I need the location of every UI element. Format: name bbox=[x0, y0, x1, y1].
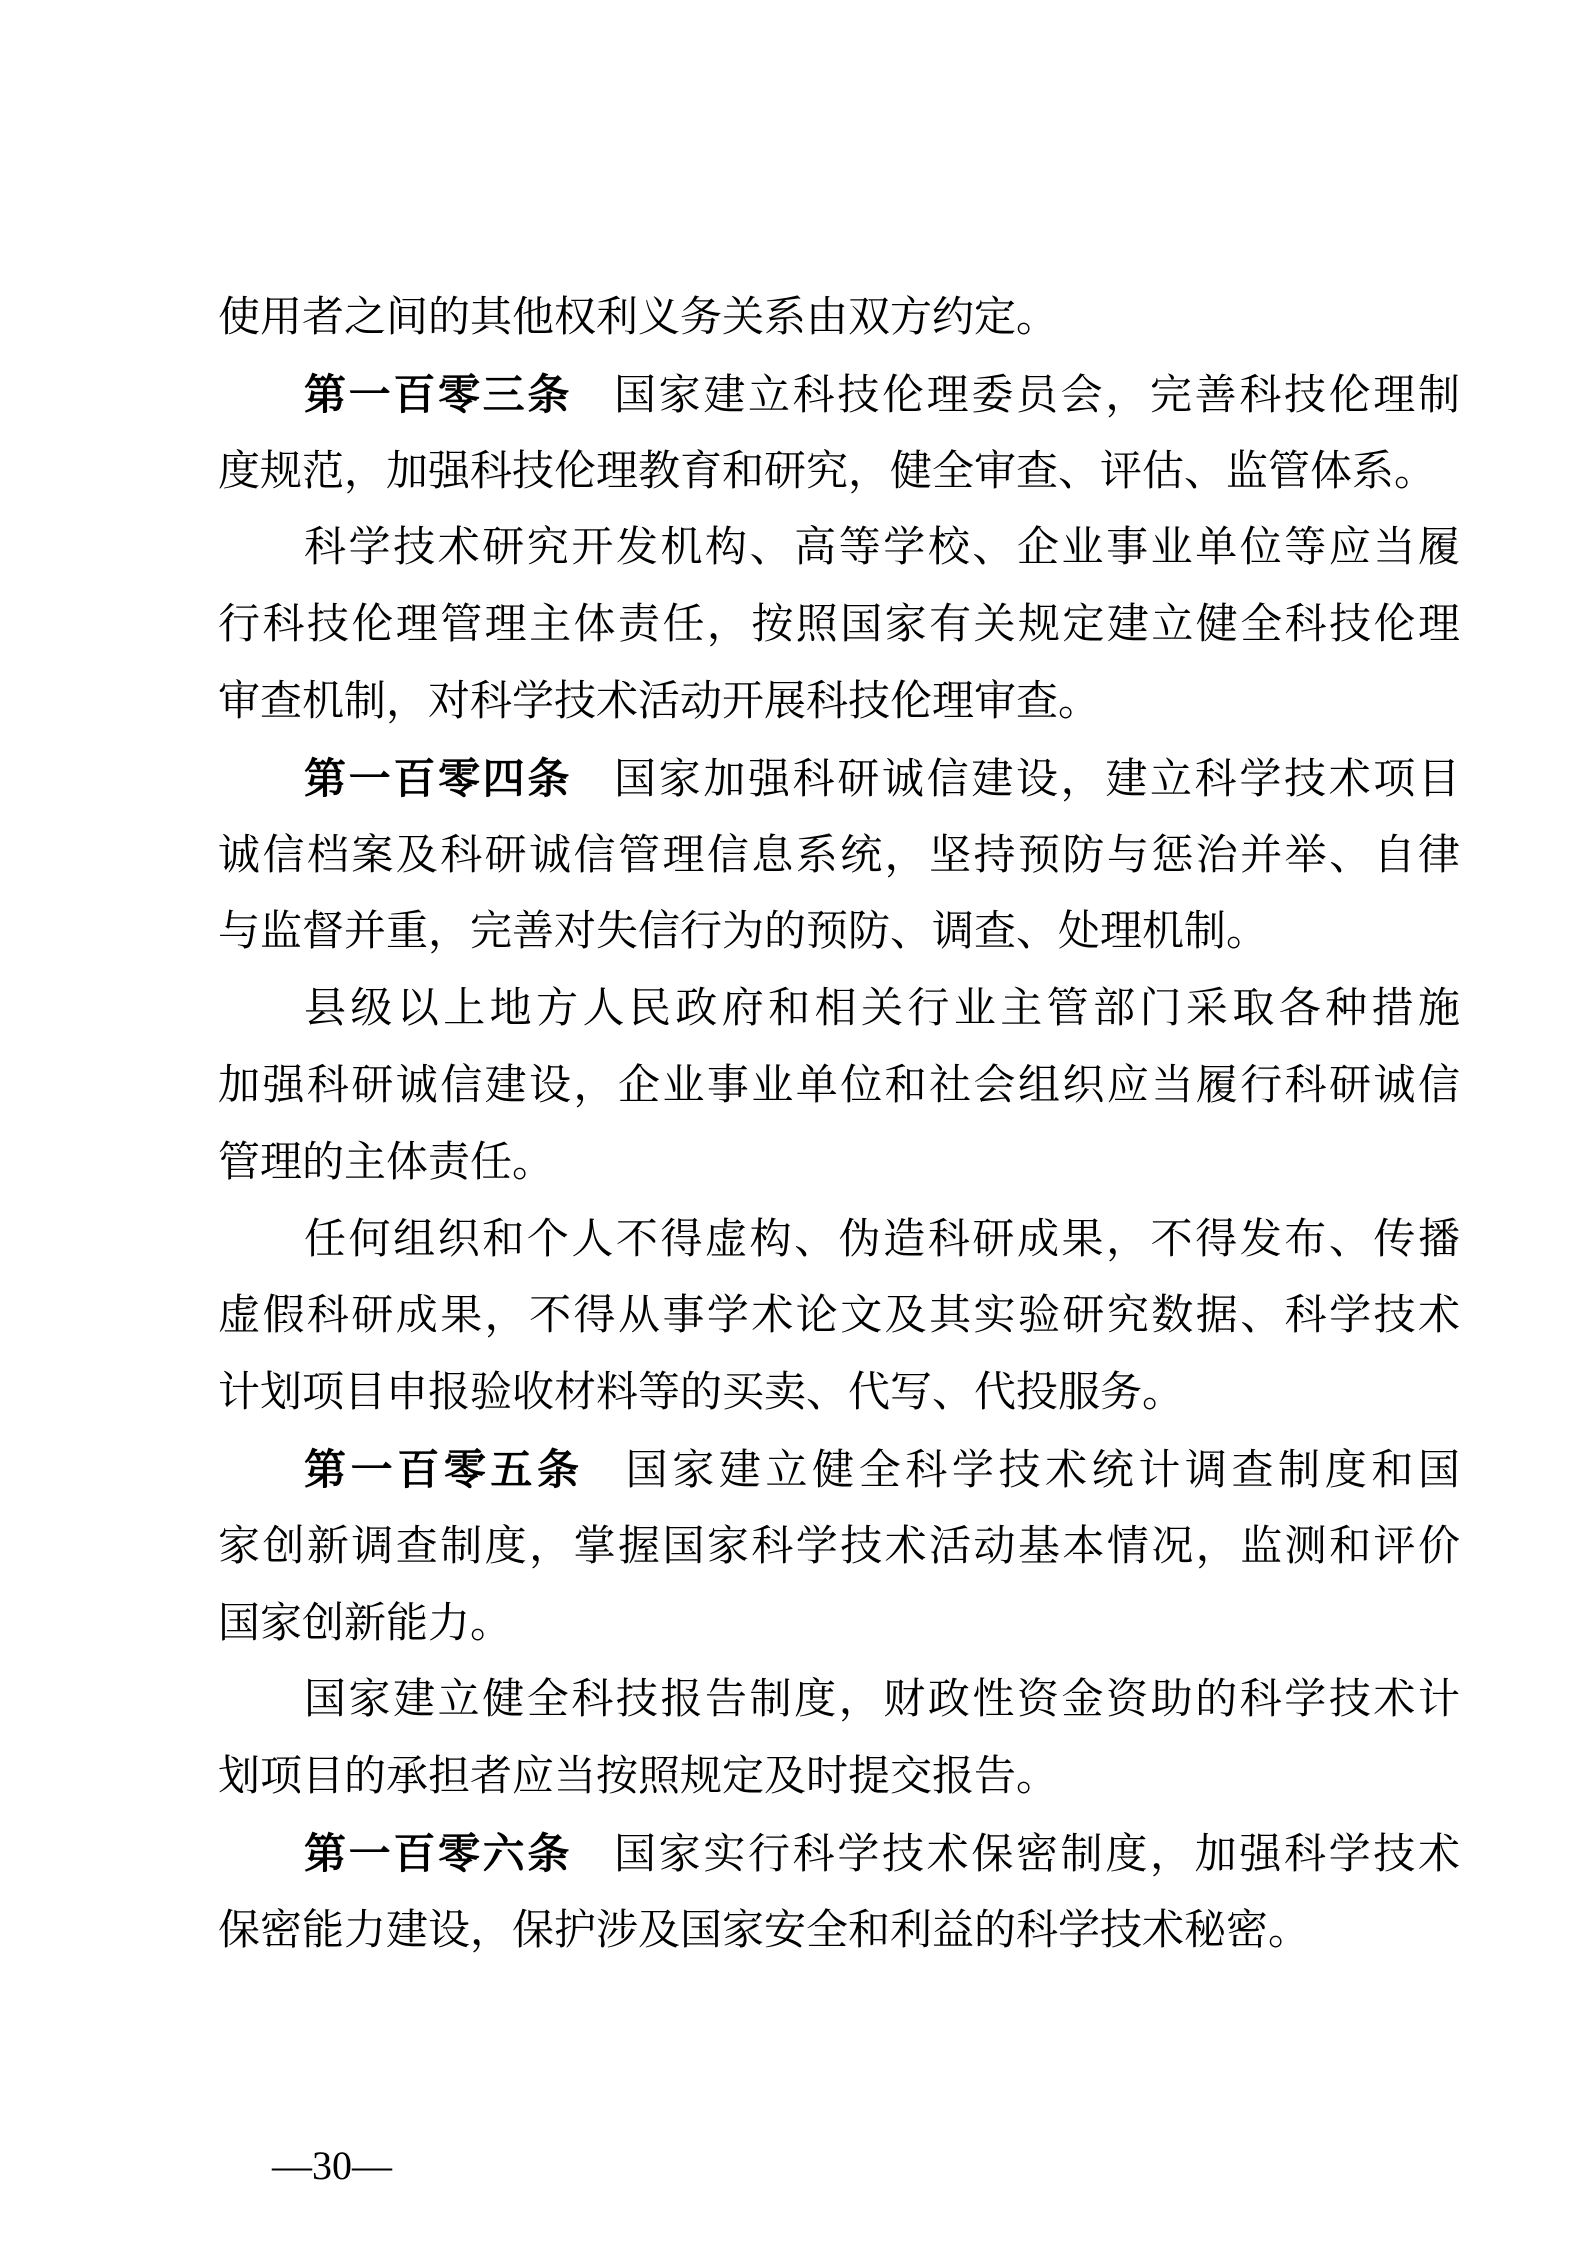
paragraph bbox=[218, 1202, 1460, 1432]
line-text: 任何组织和个人不得虚构、伪造科研成果，不得发布、传播 bbox=[304, 1216, 1460, 1263]
line-text: 虚假科研成果，不得从事学术论文及其实验研究数据、科学技术 bbox=[218, 1293, 1460, 1340]
paragraph bbox=[218, 1816, 1460, 1970]
line-text: 家创新调查制度，掌握国家科学技术活动基本情况，监测和评价 bbox=[218, 1523, 1460, 1570]
line-text: 划项目的承担者应当按照规定及时提交报告。 bbox=[218, 1754, 1059, 1801]
document-body bbox=[218, 280, 1460, 1970]
line-text: 度规范，加强科技伦理教育和研究，健全审查、评估、监管体系。 bbox=[218, 448, 1437, 495]
line-text: 使用者之间的其他权利义务关系由双方约定。 bbox=[218, 295, 1059, 341]
line-text: 与监督并重，完善对失信行为的预防、调查、处理机制。 bbox=[218, 909, 1269, 956]
article-number: 第一百零五条 bbox=[304, 1445, 584, 1493]
line-text: 县级以上地方人民政府和相关行业主管部门采取各种措施 bbox=[304, 986, 1460, 1033]
line-text: 国家建立科技伦理委员会，完善科技伦理制 bbox=[614, 372, 1460, 419]
line-text: 国家实行科学技术保密制度，加强科学技术 bbox=[614, 1831, 1460, 1878]
paragraph bbox=[218, 1432, 1460, 1662]
text-line bbox=[218, 357, 1460, 434]
paragraph bbox=[218, 357, 1460, 511]
paragraph bbox=[218, 510, 1460, 740]
paragraph bbox=[218, 1662, 1460, 1816]
line-text: 加强科研诚信建设，企业事业单位和社会组织应当履行科研诚信 bbox=[218, 1062, 1460, 1109]
text-line bbox=[218, 741, 1460, 818]
text-line bbox=[218, 894, 1460, 971]
text-line bbox=[218, 1278, 1460, 1355]
text-line bbox=[218, 1586, 1460, 1663]
paragraph bbox=[218, 971, 1460, 1201]
text-line bbox=[218, 971, 1460, 1048]
page-number: —30— bbox=[272, 2143, 392, 2188]
paragraph bbox=[218, 280, 1460, 357]
article-number: 第一百零三条 bbox=[304, 370, 572, 418]
line-text: 审查机制，对科学技术活动开展科技伦理审查。 bbox=[218, 678, 1101, 725]
text-line bbox=[218, 434, 1460, 511]
text-line bbox=[218, 664, 1460, 741]
article-number: 第一百零六条 bbox=[304, 1829, 572, 1877]
text-line bbox=[218, 1432, 1460, 1509]
paragraph bbox=[218, 741, 1460, 971]
text-line bbox=[218, 1202, 1460, 1279]
line-text: 保密能力建设，保护涉及国家安全和利益的科学技术秘密。 bbox=[218, 1907, 1311, 1954]
line-text: 诚信档案及科研诚信管理信息系统，坚持预防与惩治并举、自律 bbox=[218, 832, 1460, 879]
text-line bbox=[218, 280, 1460, 357]
line-text: 国家加强科研诚信建设，建立科学技术项目 bbox=[614, 756, 1460, 803]
line-text: 国家建立健全科技报告制度，财政性资金资助的科学技术计 bbox=[304, 1677, 1460, 1724]
line-text: 行科技伦理管理主体责任，按照国家有关规定建立健全科技伦理 bbox=[218, 602, 1460, 649]
text-line bbox=[218, 587, 1460, 664]
text-line bbox=[218, 510, 1460, 587]
text-line bbox=[218, 1816, 1460, 1893]
line-text: 国家建立健全科学技术统计调查制度和国 bbox=[625, 1447, 1460, 1494]
text-line bbox=[218, 1893, 1460, 1970]
text-line bbox=[218, 1125, 1460, 1202]
article-number: 第一百零四条 bbox=[304, 754, 572, 802]
text-line bbox=[218, 1048, 1460, 1125]
page-footer bbox=[272, 2142, 392, 2190]
text-line bbox=[218, 818, 1460, 895]
text-line bbox=[218, 1662, 1460, 1739]
text-line bbox=[218, 1509, 1460, 1586]
text-line bbox=[218, 1355, 1460, 1432]
line-text: 国家创新能力。 bbox=[218, 1600, 513, 1647]
line-text: 管理的主体责任。 bbox=[218, 1139, 555, 1186]
line-text: 计划项目申报验收材料等的买卖、代写、代投服务。 bbox=[218, 1370, 1185, 1417]
text-line bbox=[218, 1739, 1460, 1816]
line-text: 科学技术研究开发机构、高等学校、企业事业单位等应当履 bbox=[304, 525, 1460, 572]
